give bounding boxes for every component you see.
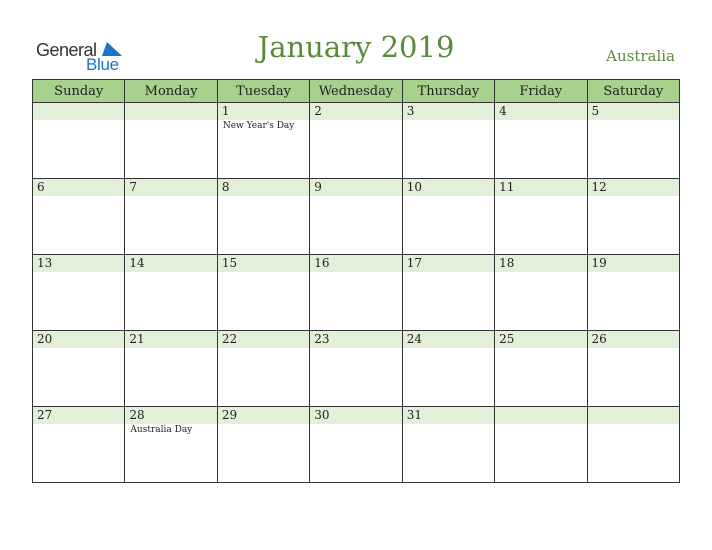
day-number: 22 — [218, 331, 309, 348]
calendar-day-cell — [217, 179, 309, 255]
day-number: 17 — [403, 255, 494, 272]
calendar-day-cell — [495, 179, 587, 255]
calendar-day-cell — [587, 255, 679, 331]
calendar-week-row — [33, 255, 680, 331]
holiday-label: New Year's Day — [222, 121, 295, 131]
calendar-day-cell — [33, 255, 125, 331]
calendar-day-cell — [217, 103, 309, 179]
weekday-header-row — [33, 80, 680, 103]
day-number: 9 — [310, 179, 401, 196]
calendar-day-cell — [587, 331, 679, 407]
day-number: 24 — [403, 331, 494, 348]
calendar-week-row — [33, 407, 680, 483]
calendar-day-cell — [310, 103, 402, 179]
day-number: 25 — [495, 331, 586, 348]
day-number: 3 — [403, 103, 494, 120]
calendar-day-cell — [587, 407, 679, 483]
calendar-week-row — [33, 179, 680, 255]
calendar-day-cell — [217, 331, 309, 407]
day-number — [125, 103, 216, 120]
calendar-day-cell — [310, 179, 402, 255]
calendar-day-cell — [33, 331, 125, 407]
calendar-day-cell — [402, 103, 494, 179]
day-number: 6 — [33, 179, 124, 196]
day-number: 16 — [310, 255, 401, 272]
calendar-grid — [32, 79, 680, 483]
calendar-day-cell — [587, 179, 679, 255]
calendar-week-row — [33, 331, 680, 407]
day-number: 26 — [588, 331, 679, 348]
calendar-title: January 2019 — [257, 30, 455, 64]
day-number: 20 — [33, 331, 124, 348]
day-number: 27 — [33, 407, 124, 424]
day-number: 13 — [33, 255, 124, 272]
country-label: Australia — [606, 47, 675, 65]
day-number: 12 — [588, 179, 679, 196]
calendar-day-cell — [125, 331, 217, 407]
calendar-day-cell — [402, 255, 494, 331]
calendar-day-cell — [310, 255, 402, 331]
holiday-label: Australia Day — [130, 425, 193, 435]
day-number: 4 — [495, 103, 586, 120]
day-number: 2 — [310, 103, 401, 120]
weekday-header: Friday — [495, 80, 587, 103]
day-number: 23 — [310, 331, 401, 348]
weekday-header: Saturday — [587, 80, 679, 103]
weekday-header: Sunday — [33, 80, 125, 103]
calendar-day-cell — [217, 255, 309, 331]
calendar-day-cell — [495, 407, 587, 483]
calendar-day-cell — [495, 255, 587, 331]
calendar-day-cell — [402, 331, 494, 407]
day-number — [588, 407, 679, 424]
day-number: 11 — [495, 179, 586, 196]
day-number: 14 — [125, 255, 216, 272]
calendar-day-cell — [310, 407, 402, 483]
logo-text-general: General — [36, 40, 97, 60]
day-number: 29 — [218, 407, 309, 424]
calendar-day-cell — [33, 103, 125, 179]
calendar-day-cell — [495, 103, 587, 179]
day-number: 19 — [588, 255, 679, 272]
day-number: 18 — [495, 255, 586, 272]
calendar-week-row — [33, 103, 680, 179]
calendar-day-cell — [33, 407, 125, 483]
calendar-day-cell — [402, 179, 494, 255]
calendar-day-cell — [495, 331, 587, 407]
calendar-day-cell — [125, 255, 217, 331]
calendar-day-cell — [33, 179, 125, 255]
day-number: 28 — [125, 407, 216, 424]
day-number: 30 — [310, 407, 401, 424]
calendar-day-cell — [402, 407, 494, 483]
calendar-day-cell — [587, 103, 679, 179]
day-number: 31 — [403, 407, 494, 424]
day-number: 5 — [588, 103, 679, 120]
day-number: 8 — [218, 179, 309, 196]
calendar-day-cell — [125, 407, 217, 483]
day-number: 15 — [218, 255, 309, 272]
calendar-day-cell — [310, 331, 402, 407]
day-number: 1 — [218, 103, 309, 120]
calendar-day-cell — [125, 103, 217, 179]
weekday-header: Monday — [125, 80, 217, 103]
calendar-day-cell — [125, 179, 217, 255]
weekday-header: Wednesday — [310, 80, 402, 103]
day-number: 21 — [125, 331, 216, 348]
day-number: 10 — [403, 179, 494, 196]
day-number: 7 — [125, 179, 216, 196]
weekday-header: Tuesday — [217, 80, 309, 103]
calendar-day-cell — [217, 407, 309, 483]
weekday-header: Thursday — [402, 80, 494, 103]
logo-text-blue: Blue — [86, 55, 119, 74]
day-number — [495, 407, 586, 424]
day-number — [33, 103, 124, 120]
